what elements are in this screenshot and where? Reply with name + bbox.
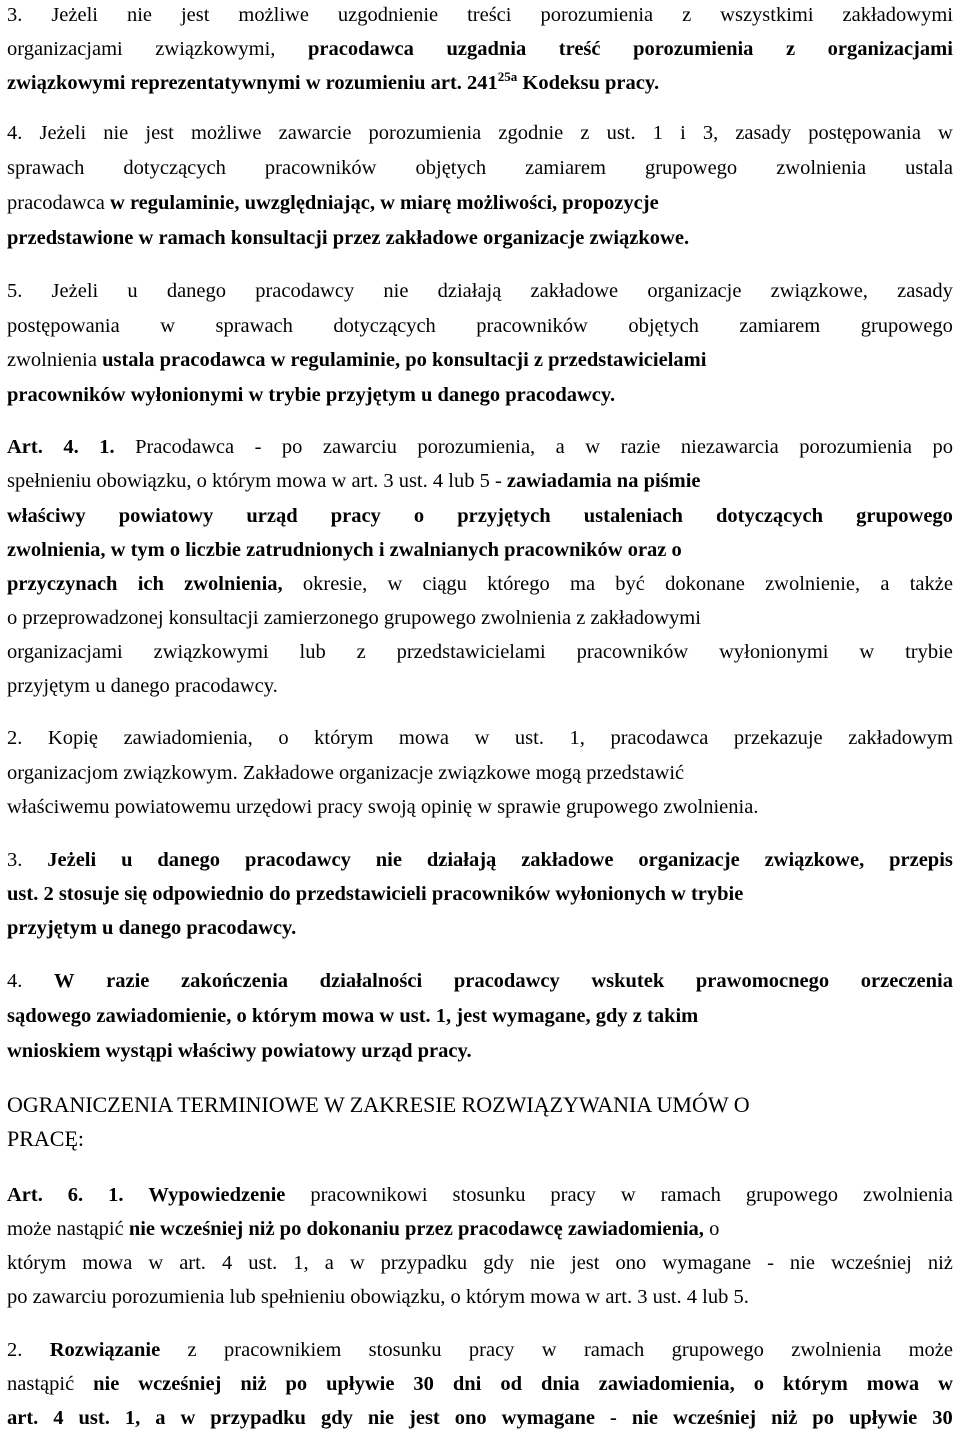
word: uzgodnienie	[337, 4, 439, 26]
text-line	[7, 347, 706, 373]
word: wcześniej	[830, 1252, 912, 1274]
word: działają	[437, 280, 502, 302]
word: zawarciu	[322, 436, 397, 458]
text-segment: spełnieniu obowiązku, o którym mowa w art. 3 ust. 4 lub 5 -	[7, 470, 507, 492]
text-line	[7, 1182, 953, 1208]
word: o	[753, 1373, 764, 1395]
text-line	[7, 382, 615, 408]
word: objętych	[415, 157, 487, 179]
word: ono	[615, 1252, 647, 1274]
word: pracownikiem	[224, 1339, 342, 1361]
word: u	[121, 849, 133, 871]
text-segment: Kodeksu pracy.	[517, 72, 660, 94]
text-segment: właściwemu powiatowemu urzędowi pracy swoją opinię w sprawie grupowego zwolnienia.	[7, 796, 759, 818]
text-line	[7, 313, 953, 339]
word: zawarcie	[278, 122, 352, 144]
word: mowa	[866, 1373, 920, 1395]
text-segment: zwolnienia, w tym o liczbie zatrudnionych i zwalnianych pracowników oraz o	[7, 539, 682, 561]
text-line	[7, 1038, 472, 1064]
word: organizacje	[647, 280, 742, 302]
word: Art.	[7, 436, 43, 458]
word: po	[281, 436, 303, 458]
word: 6.	[67, 1184, 84, 1206]
word: pracownikowi	[310, 1184, 428, 1206]
word: dnia	[540, 1373, 580, 1395]
text-line	[7, 120, 953, 146]
word: właściwy	[7, 505, 86, 527]
word: a	[555, 436, 565, 458]
word: ust.	[248, 1252, 278, 1274]
word: urząd	[246, 505, 298, 527]
word: 5.	[7, 280, 23, 302]
word: 1,	[124, 1407, 141, 1429]
text-line	[7, 225, 689, 251]
word: możliwe	[238, 4, 309, 26]
word: art.	[7, 1407, 39, 1429]
word: niezawarcia	[680, 436, 779, 458]
word: danego	[166, 280, 227, 302]
word: 4.	[7, 122, 23, 144]
word: ustala	[905, 157, 953, 179]
text-segment: wnioskiem wystąpi właściwy powiatowy urząd pracy.	[7, 1040, 472, 1062]
word: dokonane	[665, 573, 745, 595]
word: po	[285, 1373, 308, 1395]
word: pracowników	[264, 157, 377, 179]
text-segment: pracowników wyłonionymi w trybie przyjętym u danego pracodawcy.	[7, 384, 616, 406]
word: przyczynach	[7, 573, 118, 595]
word: zamiarem	[739, 315, 821, 337]
word: przypadku	[210, 1407, 306, 1429]
word: ust.	[78, 1407, 110, 1429]
text-line	[7, 760, 684, 786]
word: zawiadomienia,	[598, 1373, 735, 1395]
word: zakładowym	[848, 727, 953, 749]
word: którym	[314, 727, 374, 749]
word: zamiarem	[525, 157, 606, 179]
word: możliwe	[190, 122, 262, 144]
word: być	[615, 573, 645, 595]
word: 1.	[99, 436, 115, 458]
word: niż	[771, 1407, 798, 1429]
word: przypadku	[380, 1252, 468, 1274]
text-line	[7, 968, 953, 994]
word: niż	[240, 1373, 267, 1395]
word: nie	[383, 280, 409, 302]
word: w	[938, 122, 953, 144]
word: Kopię	[47, 727, 99, 749]
word: wymagane	[501, 1407, 596, 1429]
text-segment: o	[703, 1218, 720, 1240]
word: Wypowiedzenie	[148, 1184, 286, 1206]
word: dotyczących	[333, 315, 436, 337]
text-segment: ust. 2 stosuje się odpowiednio do przedstawicieli pracowników wyłonionych w trybie	[7, 883, 744, 905]
word: pracodawcy	[244, 849, 351, 871]
word: ust.	[606, 122, 636, 144]
word: ono	[454, 1407, 487, 1429]
text-line	[7, 794, 758, 820]
word: razie	[620, 436, 661, 458]
word: w	[585, 436, 601, 458]
word: a	[880, 573, 890, 595]
word: objętych	[628, 315, 699, 337]
word: także	[909, 573, 953, 595]
word: w	[541, 1339, 557, 1361]
word: 2.	[7, 727, 23, 749]
word: niż	[927, 1252, 953, 1274]
word: grupowego	[671, 1339, 764, 1361]
word: wcześniej	[673, 1407, 757, 1429]
word: prawomocnego	[695, 970, 830, 992]
word: okresie,	[302, 573, 368, 595]
word: upływie	[326, 1373, 395, 1395]
word: organizacjami	[7, 641, 123, 663]
word: grupowego	[856, 505, 953, 527]
text-line	[7, 1337, 953, 1363]
section-heading-line	[7, 1092, 750, 1118]
word: orzeczenia	[860, 970, 953, 992]
word: z	[187, 1339, 197, 1361]
word: zwolnienia	[862, 1184, 953, 1206]
word: wyłonionymi	[719, 641, 829, 663]
word: organizacjami	[827, 38, 953, 60]
word: zakładowe	[521, 849, 614, 871]
word: organizacje	[638, 849, 740, 871]
word: stosunku	[452, 1184, 526, 1206]
word: w	[387, 573, 403, 595]
text-line	[7, 1371, 953, 1397]
word: dotyczących	[715, 505, 823, 527]
word: pracy	[468, 1339, 515, 1361]
word: grupowego	[644, 157, 738, 179]
word: o	[413, 505, 425, 527]
word: w	[349, 1252, 365, 1274]
word: porozumienia	[540, 4, 654, 26]
word: nie	[789, 1252, 815, 1274]
word: porozumienia	[799, 436, 912, 458]
word: ramach	[660, 1184, 721, 1206]
text-line	[7, 847, 953, 873]
text-line	[7, 434, 953, 460]
word: w	[620, 1184, 636, 1206]
word: nie	[103, 122, 129, 144]
word: z	[580, 122, 590, 144]
text-line	[7, 571, 953, 597]
word: ciągu	[422, 573, 467, 595]
word: Rozwiązanie	[49, 1339, 161, 1361]
text-line	[7, 70, 659, 96]
word: grupowego	[860, 315, 953, 337]
word: nie	[375, 849, 402, 871]
word: zakładowymi	[842, 4, 953, 26]
text-segment: przyjętym u danego pracodawcy.	[7, 675, 278, 697]
word: w	[859, 641, 875, 663]
word: ust.	[514, 727, 544, 749]
text-line	[7, 36, 953, 62]
word: grupowego	[745, 1184, 839, 1206]
word: sprawach	[215, 315, 293, 337]
text-segment: o przeprowadzonej konsultacji zamierzonego grupowego zwolnienia z zakładowymi	[7, 607, 701, 629]
word: stosunku	[368, 1339, 442, 1361]
text-line	[7, 278, 953, 304]
word: Pracodawca	[135, 436, 235, 458]
word: nie	[367, 1407, 395, 1429]
word: zwolnienie,	[765, 573, 861, 595]
word: związkowymi	[153, 641, 269, 663]
word: Art.	[7, 1184, 43, 1206]
text-line	[7, 673, 278, 699]
word: w	[180, 1407, 196, 1429]
text-segment: ustala pracodawca w regulaminie, po konsultacji z przedstawicielami	[102, 349, 707, 371]
word: porozumienia	[368, 122, 482, 144]
word: ramach	[583, 1339, 645, 1361]
word: uzgadnia	[446, 38, 527, 60]
word: lub	[299, 641, 326, 663]
text-line	[7, 1250, 953, 1276]
word: związkowymi,	[155, 38, 276, 60]
word: pracy	[330, 505, 381, 527]
word: porozumienia,	[417, 436, 536, 458]
word: wskutek	[591, 970, 665, 992]
word: związkowe,	[764, 849, 865, 871]
word: nie	[93, 1373, 120, 1395]
word: mowa	[82, 1252, 133, 1274]
word: jest	[145, 122, 174, 144]
word: z	[785, 38, 796, 60]
word: ma	[570, 573, 596, 595]
word: którym	[7, 1252, 67, 1274]
word: może	[908, 1339, 953, 1361]
word: ustaleniach	[583, 505, 683, 527]
text-line	[7, 639, 953, 665]
text-segment: nie wcześniej niż po dokonaniu przez pracodawcę zawiadomienia,	[128, 1218, 704, 1240]
word: trybie	[905, 641, 953, 663]
word: pracodawcy	[453, 970, 560, 992]
word: postępowania	[808, 122, 921, 144]
word: wcześniej	[138, 1373, 222, 1395]
text-segment: przedstawione w ramach konsultacji przez zakładowe organizacje związkowe.	[7, 227, 690, 249]
word: przekazuje	[733, 727, 823, 749]
word: zasady	[735, 122, 792, 144]
word: zakończenia	[181, 970, 289, 992]
word: 30	[932, 1407, 953, 1429]
text-line	[7, 155, 953, 181]
word: wymagane	[662, 1252, 752, 1274]
word: w	[938, 1373, 953, 1395]
word: organizacjami	[7, 38, 123, 60]
word: nie	[126, 4, 152, 26]
word: 4.	[7, 970, 23, 992]
word: w	[474, 727, 490, 749]
word: zawiadomienia,	[123, 727, 253, 749]
word: a	[324, 1252, 334, 1274]
text-line	[7, 2, 953, 28]
word: od	[500, 1373, 522, 1395]
text-segment: przyjętym u danego pracodawcy.	[7, 917, 297, 939]
word: z	[356, 641, 366, 663]
text-line	[7, 1216, 719, 1242]
word: działalności	[319, 970, 423, 992]
word: związkowe,	[770, 280, 868, 302]
word: z	[682, 4, 692, 26]
word: wszystkimi	[720, 4, 814, 26]
text-line	[7, 468, 701, 494]
word: którym	[782, 1373, 848, 1395]
word: ich	[137, 573, 164, 595]
word: Jeżeli	[39, 122, 87, 144]
text-segment: może nastąpić	[7, 1218, 129, 1240]
word: nie	[529, 1252, 555, 1274]
text-segment: sądowego zawiadomienie, o którym mowa w ust. 1, jest wymagane, gdy z takim	[7, 1005, 699, 1027]
word: u	[127, 280, 138, 302]
word: i	[680, 122, 686, 144]
superscript: 25a	[497, 69, 518, 85]
text-line	[7, 605, 701, 631]
word: 4	[221, 1252, 233, 1274]
word: gdy	[483, 1252, 514, 1274]
word: zwolnienia,	[184, 573, 283, 595]
text-line	[7, 881, 743, 907]
word: mowa	[398, 727, 450, 749]
text-segment: pracodawca	[7, 192, 111, 214]
word: pracodawca	[610, 727, 709, 749]
text-segment: związkowymi reprezentatywnymi w rozumieniu art. 241	[7, 72, 498, 94]
text-segment: zawiadamia na piśmie	[506, 470, 701, 492]
word: zasady	[897, 280, 953, 302]
word: W	[54, 970, 75, 992]
word: przepis	[889, 849, 953, 871]
word: 1.	[108, 1184, 124, 1206]
word: jest	[180, 4, 210, 26]
text-line	[7, 1003, 698, 1029]
word: Jeżeli	[47, 849, 97, 871]
word: zakładowe	[530, 280, 619, 302]
word: upływie	[848, 1407, 918, 1429]
word: gdy	[320, 1407, 353, 1429]
word: dni	[452, 1373, 482, 1395]
word: pracy	[550, 1184, 596, 1206]
word: 1	[652, 122, 663, 144]
text-line	[7, 1405, 953, 1431]
word: sprawach	[7, 157, 85, 179]
word: zwolnienia	[791, 1339, 882, 1361]
word: w	[160, 315, 176, 337]
text-segment: zwolnienia	[7, 349, 103, 371]
text-line	[7, 1284, 749, 1310]
word: pracodawcy	[255, 280, 355, 302]
text-segment: organizacjom związkowym. Zakładowe organizacje związkowe mogą przedstawić	[7, 762, 685, 784]
word: Jeżeli	[51, 280, 99, 302]
word: przyjętych	[457, 505, 551, 527]
text-line	[7, 190, 659, 216]
word: zwolnienia	[776, 157, 867, 179]
word: 4.	[63, 436, 79, 458]
word: dotyczących	[123, 157, 226, 179]
text-segment: po zawarciu porozumienia lub spełnieniu obowiązku, o którym mowa w art. 3 ust. 4 lub 5.	[7, 1286, 749, 1308]
text-segment: OGRANICZENIA TERMINIOWE W ZAKRESIE ROZWIĄZYWANIA UMÓW O	[7, 1092, 750, 1117]
word: treści	[467, 4, 512, 26]
word: jest	[571, 1252, 600, 1274]
word: 30	[413, 1373, 434, 1395]
word: zgodnie	[498, 122, 564, 144]
word: po	[812, 1407, 834, 1429]
word: a	[155, 1407, 166, 1429]
text-segment: PRACĘ:	[7, 1126, 85, 1151]
word: 3,	[702, 122, 719, 144]
word: pracowników	[576, 641, 689, 663]
word: razie	[106, 970, 150, 992]
text-line	[7, 503, 953, 529]
word: danego	[157, 849, 221, 871]
text-line	[7, 537, 682, 563]
word: jest	[409, 1407, 440, 1429]
word: działają	[426, 849, 497, 871]
word: o	[278, 727, 289, 749]
word: porozumienia	[633, 38, 754, 60]
section-heading-line	[7, 1126, 84, 1152]
text-line	[7, 725, 953, 751]
word: art.	[179, 1252, 206, 1274]
word: powiatowy	[118, 505, 214, 527]
word: -	[610, 1407, 617, 1429]
word: po	[932, 436, 953, 458]
word: pracodawca	[307, 38, 414, 60]
word: nastąpić	[7, 1373, 75, 1395]
word: 1,	[569, 727, 585, 749]
word: przedstawicielami	[396, 641, 546, 663]
word: postępowania	[7, 315, 120, 337]
word: 3.	[7, 4, 23, 26]
word: którego	[487, 573, 550, 595]
word: 2.	[7, 1339, 23, 1361]
word: Jeżeli	[51, 4, 98, 26]
word: nie	[631, 1407, 659, 1429]
word: w	[148, 1252, 164, 1274]
word: 1,	[293, 1252, 309, 1274]
word: -	[254, 436, 262, 458]
word: -	[767, 1252, 774, 1274]
word: 4	[53, 1407, 64, 1429]
text-line	[7, 915, 296, 941]
text-segment: w regulaminie, uwzględniając, w miarę możliwości, propozycje	[110, 192, 659, 214]
word: treść	[558, 38, 601, 60]
word: pracowników	[476, 315, 588, 337]
word: 3.	[7, 849, 23, 871]
